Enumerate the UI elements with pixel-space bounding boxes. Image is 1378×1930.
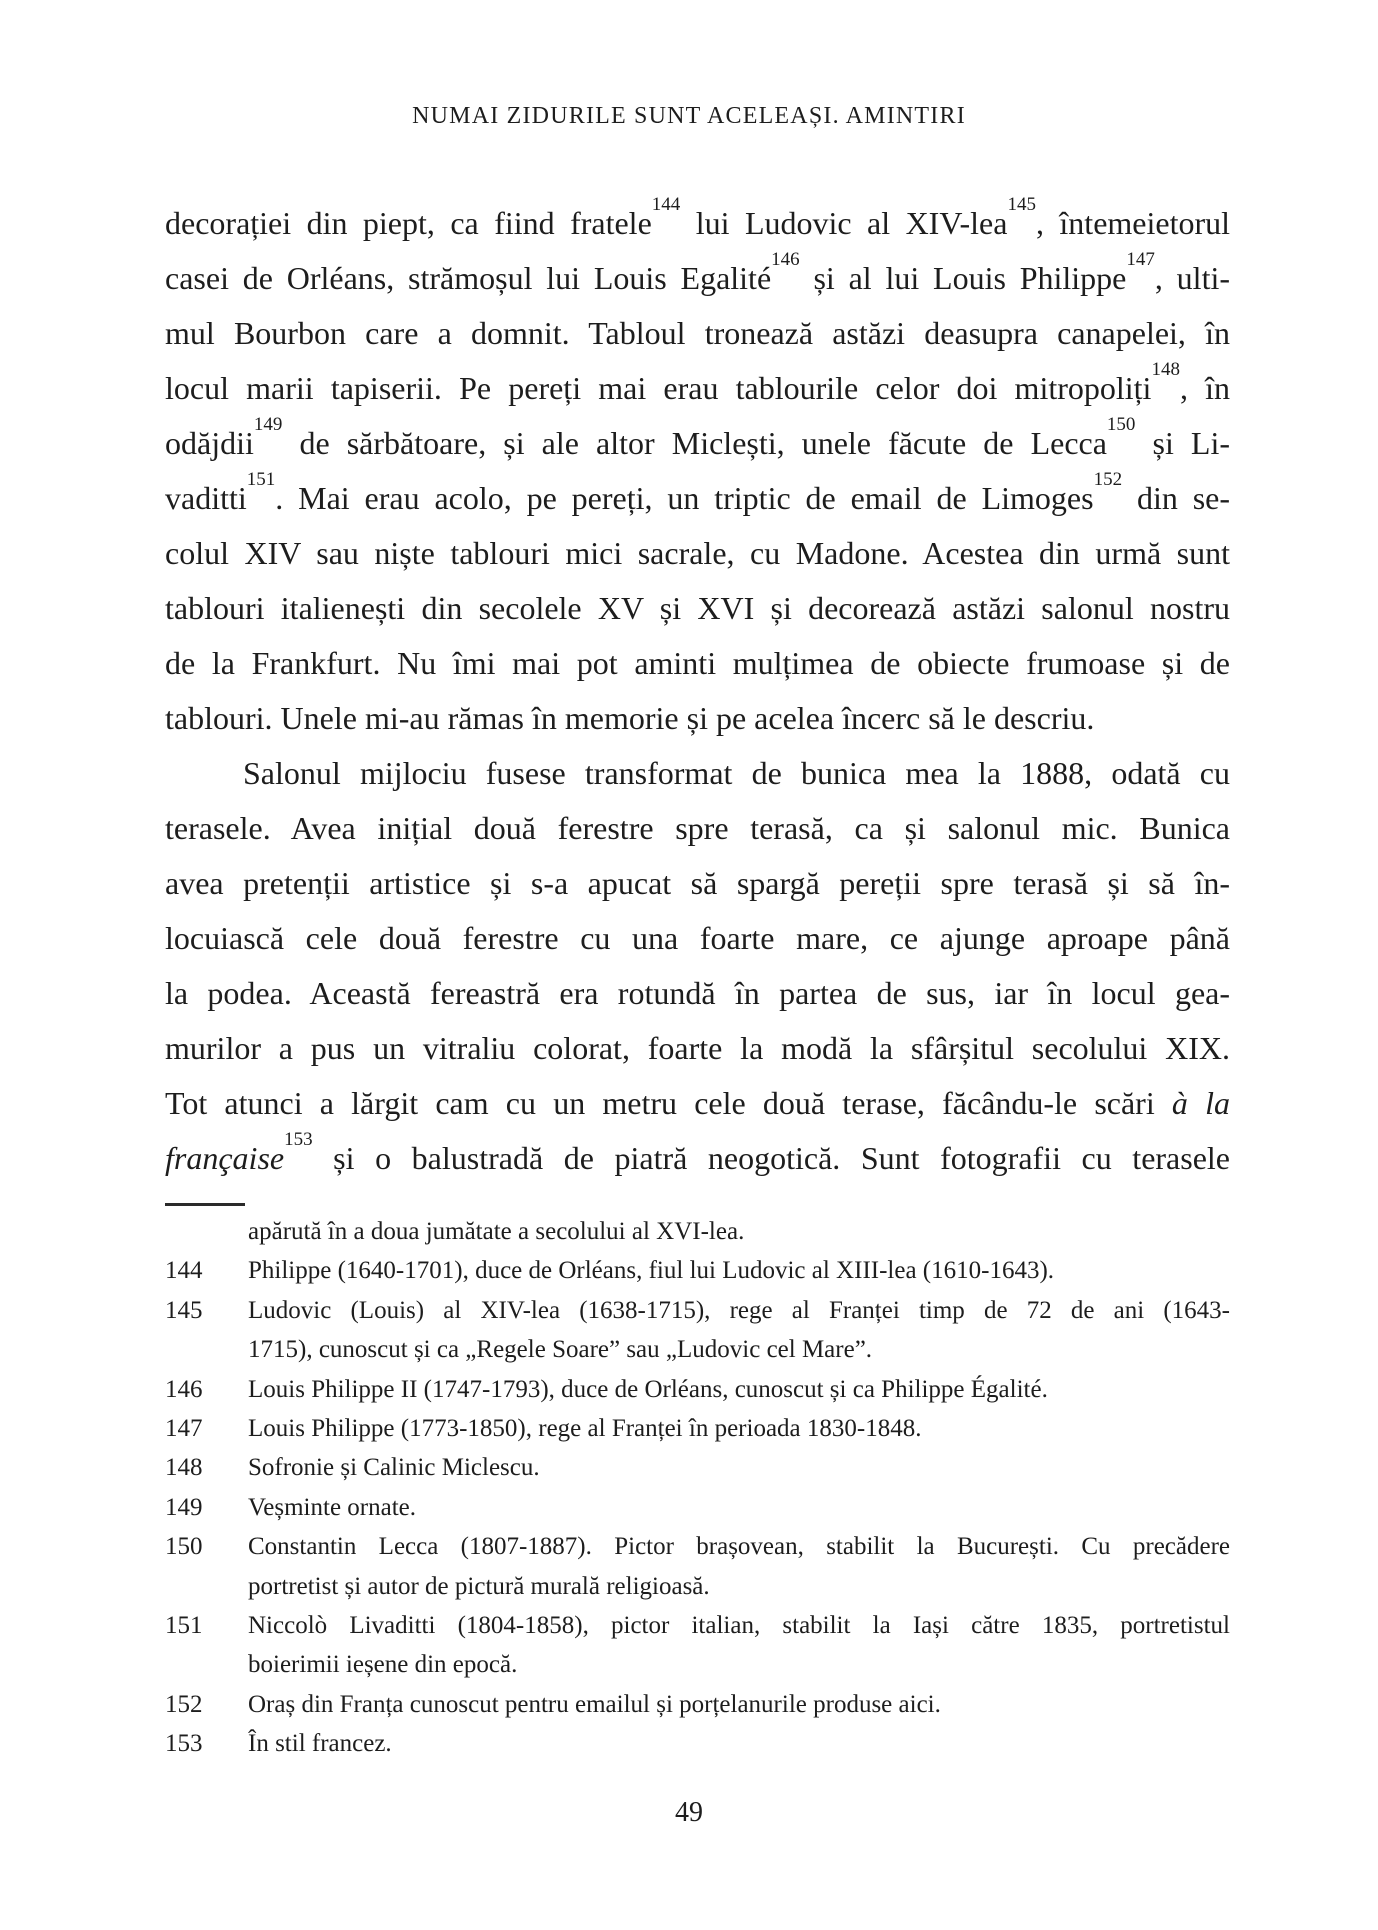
footnote-text [248,1488,1230,1527]
footnote-ref: 148 [1151,359,1180,381]
footnotes [165,1212,1230,1764]
text-segment: vaditti [165,480,247,516]
text-line [165,526,1230,581]
text-segment: tablouri italienești din secolele XV și XVI și decorează astăzi salonul nostru [165,590,1230,626]
footnote-ref: 146 [771,249,800,271]
text-segment: terasele. Avea inițial două ferestre spre terasă, ca și salonul mic. Bunica [165,810,1230,846]
footnote-item [165,1370,1230,1409]
footnote-number: 144 [165,1257,203,1285]
footnote-line: Constantin Lecca (1807-1887). Pictor brașovean, stabilit la București. Cu precădere [248,1533,1230,1561]
footnote-number: 149 [165,1493,203,1521]
footnote-line: 1715), cunoscut și ca „Regele Soare” sau „Ludovic cel Mare”. [248,1336,873,1364]
footnote-line: În stil francez. [248,1730,392,1758]
text-line [165,581,1230,636]
italic-text-segment: française [165,1140,285,1176]
text-line [165,1076,1230,1131]
text-segment: și Li- [1135,425,1230,461]
footnote-line: Sofronie și Calinic Miclescu. [248,1454,540,1482]
text-line [165,746,1230,801]
text-segment: mul Bourbon care a domnit. Tabloul tronează astăzi deasupra canapelei, în [165,315,1230,351]
text-segment: din se- [1122,480,1231,516]
text-line [165,1021,1230,1076]
footnote-ref: 145 [1007,194,1036,216]
text-line [165,251,1230,306]
footnote-text [248,1251,1230,1290]
footnote-number: 151 [165,1612,203,1640]
footnote-number: 147 [165,1415,203,1443]
footnote-item [165,1685,1230,1724]
text-segment: de sărbătoare, și ale altor Miclești, unele făcute de Lecca [282,425,1107,461]
footnote-separator [165,1203,245,1206]
text-line [165,691,1230,746]
running-header: NUMAI ZIDURILE SUNT ACELEAȘI. AMINTIRI [412,103,966,129]
page-number: 49 [675,1797,703,1828]
footnote-number [165,1212,248,1251]
footnote-number: 148 [165,1454,203,1482]
text-line [165,801,1230,856]
footnote-item [165,1488,1230,1527]
footnote-line: Ludovic (Louis) al XIV-lea (1638-1715), rege al Franței timp de 72 de ani (1643- [248,1296,1230,1324]
footnote-item [165,1291,1230,1370]
text-segment: decorației din piept, ca fiind fratele [165,205,652,241]
footnote-line: boierimii ieșene din epocă. [248,1651,518,1679]
footnote-ref: 150 [1106,414,1136,436]
text-segment: tablouri. Unele mi-au rămas în memorie și pe acelea încerc să le descriu. [165,700,1095,736]
text-segment: casei de Orléans, strămoșul lui Louis Egalité [165,260,772,296]
footnote-item [165,1606,1230,1685]
footnote-line: Veșminte ornate. [248,1493,417,1521]
footnote-line: Philippe (1640-1701), duce de Orléans, fiul lui Ludovic al XIII-lea (1610-1643). [248,1257,1055,1285]
footnote-ref: 152 [1093,469,1123,491]
footnote-item [165,1409,1230,1448]
footnote-text [248,1606,1230,1685]
footnote-item [165,1724,1230,1763]
text-segment: murilor a pus un vitraliu colorat, foarte la modă la sfârșitul secolului XIX. [165,1030,1230,1066]
footnote-ref: 151 [246,469,276,491]
text-segment: locuiască cele două ferestre cu una foarte mare, ce ajunge aproape până [165,920,1230,956]
text-segment: avea pretenții artistice și s-a apucat să spargă pereții spre terasă și să în- [165,865,1230,901]
footnote-number: 150 [165,1533,203,1561]
footnote-number: 146 [165,1375,203,1403]
text-segment: locul marii tapiserii. Pe pereți mai erau tablourile celor doi mitropoliți [165,370,1152,406]
text-line [165,966,1230,1021]
footnote-text [248,1724,1230,1763]
footnote-line: Louis Philippe (1773-1850), rege al Franței în perioada 1830-1848. [248,1415,922,1443]
text-line [165,636,1230,691]
text-segment: , în [1179,370,1231,406]
footnote-text [248,1448,1230,1487]
footnote-ref: 149 [253,414,283,436]
footnote-line: Niccolò Livaditti (1804-1858), pictor italian, stabilit la Iași către 1835, portretistul [248,1612,1230,1640]
footnote-line: Oraș din Franța cunoscut pentru emailul și porțelanurile produse aici. [248,1690,941,1718]
text-line [165,911,1230,966]
footnote-number: 153 [165,1730,203,1758]
footnote-text [248,1370,1230,1409]
text-line [165,856,1230,911]
text-segment: Tot atunci a lărgit cam cu un metru cele două terase, făcându-le scări [165,1085,1172,1121]
footnote-number: 145 [165,1296,203,1324]
footnote-text [248,1212,1230,1251]
text-line [165,306,1230,361]
footnote-text [248,1527,1230,1606]
text-line [165,361,1230,416]
text-segment: lui Ludovic al XIV-lea [680,205,1008,241]
footnote-line: Louis Philippe II (1747-1793), duce de Orléans, cunoscut și ca Philippe Égalité. [248,1375,1048,1403]
text-line [165,471,1230,526]
text-segment: , întemeietorul [1035,205,1231,241]
footnote-text [248,1685,1230,1724]
text-segment: colul XIV sau niște tablouri mici sacrale, cu Madone. Acestea din urmă sunt [165,535,1230,571]
footnote-text [248,1409,1230,1448]
text-segment: Salonul mijlociu fusese transformat de bunica mea la 1888, odată cu [243,755,1230,791]
text-segment: și o balustradă de piatră neogotică. Sunt fotografii cu terasele [312,1140,1230,1176]
text-segment: de la Frankfurt. Nu îmi mai pot aminti mulțimea de obiecte frumoase și de [165,645,1230,681]
italic-text-segment: à la [1171,1085,1231,1121]
footnote-line: portretist și autor de pictură murală religioasă. [248,1572,710,1600]
text-segment: și al lui Louis Philippe [799,260,1127,296]
footnote-item [165,1212,1230,1251]
text-line [165,196,1230,251]
footnote-item [165,1251,1230,1290]
footnote-text [248,1291,1230,1370]
footnote-ref: 147 [1126,249,1155,271]
text-segment: odăjdii [165,425,254,461]
text-segment: la podea. Această fereastră era rotundă în partea de sus, iar în locul gea- [165,975,1230,1011]
footnote-ref: 153 [284,1129,313,1151]
text-segment: , ulti- [1154,260,1231,296]
footnote-number: 152 [165,1690,203,1718]
footnote-line: apărută în a doua jumătate a secolului al XVI-lea. [248,1218,745,1245]
text-line [165,1131,1230,1186]
body-text [165,196,1230,1186]
footnote-ref: 144 [651,194,681,216]
footnote-item [165,1448,1230,1487]
footnote-item [165,1527,1230,1606]
text-segment: . Mai erau acolo, pe pereți, un triptic de email de Limoges [275,480,1094,516]
text-line [165,416,1230,471]
